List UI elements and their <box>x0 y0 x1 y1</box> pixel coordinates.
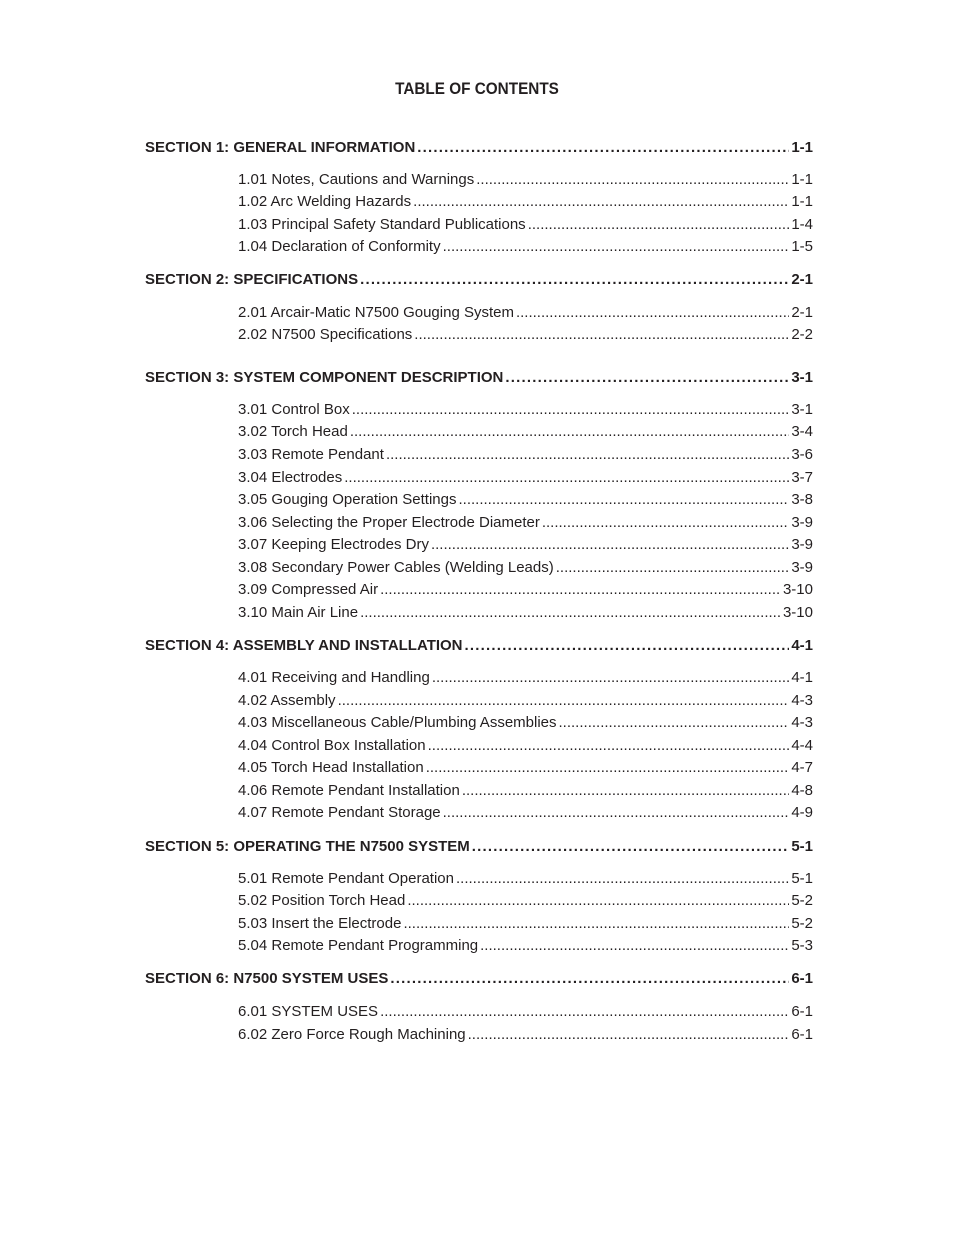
entry-title: 3.05 Gouging Operation Settings <box>238 491 457 508</box>
page-number: 3-7 <box>791 469 813 486</box>
page-number: 5-3 <box>791 937 813 954</box>
leader-dots <box>350 423 790 440</box>
toc-entry[interactable] <box>238 937 813 957</box>
entry-title: 3.07 Keeping Electrodes Dry <box>238 536 429 553</box>
leader-dots <box>360 604 781 621</box>
entry-title: 2.01 Arcair-Matic N7500 Gouging System <box>238 304 514 321</box>
entry-title: 5.03 Insert the Electrode <box>238 915 402 932</box>
leader-dots <box>443 238 790 255</box>
entry-title: 1.02 Arc Welding Hazards <box>238 193 412 210</box>
leader-dots <box>352 401 790 418</box>
leader-dots <box>456 870 789 887</box>
entry-title: 5.02 Position Torch Head <box>238 892 406 909</box>
page-number: 3-9 <box>791 514 813 531</box>
entry-title: 3.08 Secondary Power Cables (Welding Leads) <box>238 559 554 576</box>
page-number: 4-7 <box>791 759 813 776</box>
page-number: 4-9 <box>791 804 813 821</box>
leader-dots <box>559 714 790 731</box>
page-number: 3-4 <box>791 423 813 440</box>
page-number: 4-1 <box>791 637 813 654</box>
toc-entry[interactable] <box>238 216 813 236</box>
leader-dots <box>480 937 789 954</box>
toc-section-5[interactable] <box>145 838 813 858</box>
page-number: 3-6 <box>791 446 813 463</box>
entry-title: 3.01 Control Box <box>238 401 350 418</box>
page-number: 6-1 <box>791 1026 813 1043</box>
toc-section-3[interactable] <box>145 369 813 389</box>
entry-title: 2.02 N7500 Specifications <box>238 326 413 343</box>
page-number: 5-1 <box>791 870 813 887</box>
section-title: SECTION 2: SPECIFICATIONS <box>145 271 359 288</box>
entry-title: 1.04 Declaration of Conformity <box>238 238 441 255</box>
entry-title: 1.03 Principal Safety Standard Publications <box>238 216 526 233</box>
leader-dots <box>380 1003 789 1020</box>
leader-dots <box>426 759 790 776</box>
toc-section-4[interactable] <box>145 637 813 657</box>
entry-title: 6.02 Zero Force Rough Machining <box>238 1026 466 1043</box>
leader-dots <box>380 581 781 598</box>
toc-entry[interactable] <box>238 326 813 346</box>
section-title: SECTION 4: ASSEMBLY AND INSTALLATION <box>145 637 463 654</box>
toc-entry[interactable] <box>238 423 813 443</box>
toc-entry[interactable] <box>238 446 813 466</box>
toc-entry[interactable] <box>238 737 813 757</box>
page-number: 3-1 <box>791 369 813 386</box>
page-number: 6-1 <box>791 1003 813 1020</box>
leader-dots <box>468 1026 790 1043</box>
page-number: 3-10 <box>782 581 813 598</box>
leader-dots <box>360 271 789 288</box>
leader-dots <box>431 536 789 553</box>
entry-title: 3.02 Torch Head <box>238 423 348 440</box>
toc-entry[interactable] <box>238 491 813 511</box>
page-number: 5-2 <box>791 915 813 932</box>
toc-entry[interactable] <box>238 171 813 191</box>
toc-entry[interactable] <box>238 804 813 824</box>
entry-title: 1.01 Notes, Cautions and Warnings <box>238 171 475 188</box>
toc-entry[interactable] <box>238 401 813 421</box>
toc-entry[interactable] <box>238 559 813 579</box>
entry-title: 4.03 Miscellaneous Cable/Plumbing Assemblies <box>238 714 557 731</box>
toc-entry[interactable] <box>238 669 813 689</box>
leader-dots <box>386 446 789 463</box>
page-number: 2-1 <box>791 271 813 288</box>
leader-dots <box>338 692 790 709</box>
leader-dots <box>413 193 789 210</box>
toc-entry[interactable] <box>238 759 813 779</box>
section-title: SECTION 1: GENERAL INFORMATION <box>145 139 416 156</box>
toc-entry[interactable] <box>238 193 813 213</box>
page-number: 4-4 <box>791 737 813 754</box>
page-number: 3-9 <box>791 559 813 576</box>
toc-entry[interactable] <box>238 692 813 712</box>
page-number: 3-8 <box>791 491 813 508</box>
leader-dots <box>516 304 789 321</box>
entry-title: 5.01 Remote Pendant Operation <box>238 870 454 887</box>
entry-title: 3.09 Compressed Air <box>238 581 379 598</box>
entry-title: 4.06 Remote Pendant Installation <box>238 782 460 799</box>
leader-dots <box>432 669 790 686</box>
leader-dots <box>528 216 790 233</box>
leader-dots <box>462 782 789 799</box>
page-number: 3-1 <box>791 401 813 418</box>
entry-title: 4.07 Remote Pendant Storage <box>238 804 441 821</box>
section-title: SECTION 6: N7500 SYSTEM USES <box>145 970 389 987</box>
leader-dots <box>505 369 789 386</box>
entry-title: 4.04 Control Box Installation <box>238 737 426 754</box>
entry-title: 3.03 Remote Pendant <box>238 446 384 463</box>
entry-title: 3.06 Selecting the Proper Electrode Diameter <box>238 514 540 531</box>
toc-entry[interactable] <box>238 915 813 935</box>
entry-title: 4.01 Receiving and Handling <box>238 669 430 686</box>
page-number: 1-4 <box>791 216 813 233</box>
page-number: 1-1 <box>791 193 813 210</box>
leader-dots <box>458 491 789 508</box>
toc-entry[interactable] <box>238 304 813 324</box>
toc-entry[interactable] <box>238 782 813 802</box>
leader-dots <box>472 838 790 855</box>
leader-dots <box>465 637 790 654</box>
toc-section-6[interactable] <box>145 970 813 990</box>
toc-entry[interactable] <box>238 536 813 556</box>
page-number: 3-10 <box>782 604 813 621</box>
toc-entry[interactable] <box>238 714 813 734</box>
page-number: 4-1 <box>791 669 813 686</box>
toc-entry[interactable] <box>238 1003 813 1023</box>
leader-dots <box>443 804 790 821</box>
entry-title: 3.10 Main Air Line <box>238 604 359 621</box>
toc-entry[interactable] <box>238 514 813 534</box>
leader-dots <box>542 514 789 531</box>
page-number: 1-1 <box>791 139 813 156</box>
leader-dots <box>417 139 789 156</box>
entry-title: 3.04 Electrodes <box>238 469 343 486</box>
entry-title: 5.04 Remote Pendant Programming <box>238 937 479 954</box>
page-number: 3-9 <box>791 536 813 553</box>
toc-entry[interactable] <box>238 1026 813 1046</box>
entry-title: 4.05 Torch Head Installation <box>238 759 424 776</box>
page-number: 2-2 <box>791 326 813 343</box>
page-number: 4-3 <box>791 692 813 709</box>
page-number: 1-1 <box>791 171 813 188</box>
page-title: TABLE OF CONTENTS <box>395 79 559 98</box>
leader-dots <box>428 737 790 754</box>
toc-entry[interactable] <box>238 581 813 601</box>
section-title: SECTION 5: OPERATING THE N7500 SYSTEM <box>145 838 470 855</box>
toc-entry[interactable] <box>238 870 813 890</box>
leader-dots <box>407 892 789 909</box>
page-number: 4-8 <box>791 782 813 799</box>
toc-entry[interactable] <box>238 469 813 489</box>
leader-dots <box>476 171 789 188</box>
page-number: 5-2 <box>791 892 813 909</box>
toc-section-2[interactable] <box>145 271 813 291</box>
toc-entry[interactable] <box>238 892 813 912</box>
page-number: 6-1 <box>791 970 813 987</box>
leader-dots <box>556 559 790 576</box>
page-number: 5-1 <box>791 838 813 855</box>
page-number: 4-3 <box>791 714 813 731</box>
leader-dots <box>403 915 789 932</box>
section-title: SECTION 3: SYSTEM COMPONENT DESCRIPTION <box>145 369 504 386</box>
toc-entry[interactable] <box>238 604 813 624</box>
page-number: 2-1 <box>791 304 813 321</box>
page-number: 1-5 <box>791 238 813 255</box>
toc-section-1[interactable] <box>145 139 813 159</box>
leader-dots <box>344 469 789 486</box>
toc-entry[interactable] <box>238 238 813 258</box>
leader-dots <box>390 970 789 987</box>
leader-dots <box>414 326 789 343</box>
entry-title: 6.01 SYSTEM USES <box>238 1003 379 1020</box>
entry-title: 4.02 Assembly <box>238 692 336 709</box>
